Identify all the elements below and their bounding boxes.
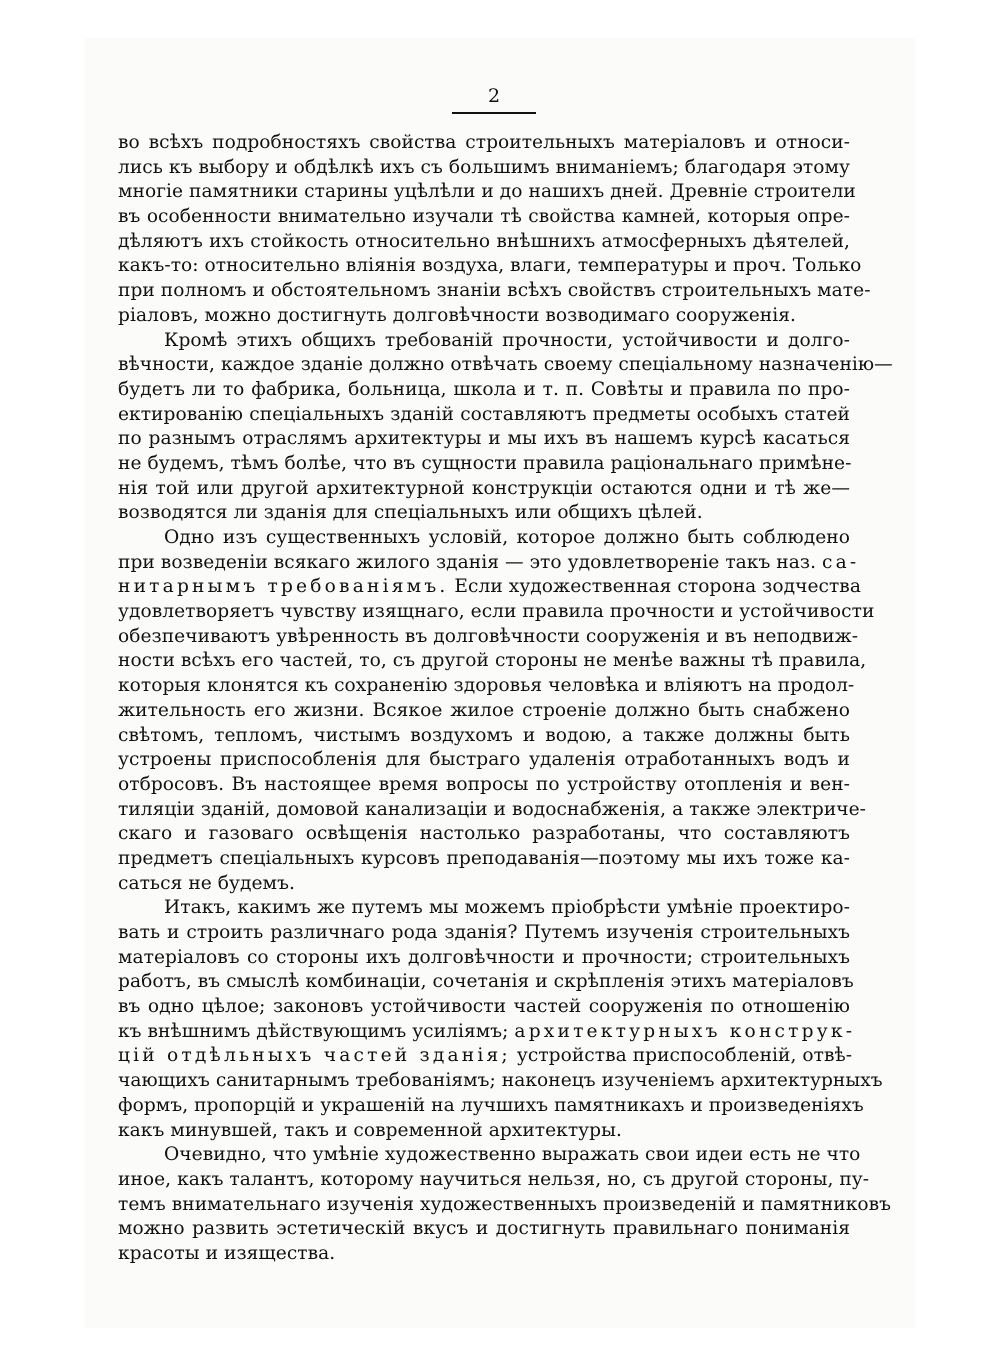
text-line: можно развить эстетическій вкусъ и достигнуть правильнаго пониманія bbox=[118, 1218, 850, 1240]
text-line: Итакъ, какимъ же путемъ мы можемъ пріобрѣсти умѣніе проектиро- bbox=[164, 897, 850, 919]
text-line: иное, какъ талантъ, которому научиться нельзя, но, съ другой стороны, пу- bbox=[118, 1168, 870, 1190]
text-line: во всѣхъ подробностяхъ свойства строительныхъ матеріаловъ и относи- bbox=[118, 132, 850, 153]
text-line: скаго и газоваго освѣщенія настолько разработаны, что составляютъ bbox=[118, 823, 850, 845]
page-header bbox=[452, 84, 536, 108]
text-line: ектированію спеціальныхъ зданій составляютъ предметы особыхъ статей bbox=[118, 403, 850, 425]
text-line: Кромѣ этихъ общихъ требованій прочности, устойчивости и долго- bbox=[164, 329, 850, 351]
spaced-emphasis: цій отдѣльныхъ частей зданія; bbox=[118, 1045, 511, 1067]
text-line: при полномъ и обстоятельномъ знаніи всѣхъ свойствъ строительныхъ мате- bbox=[118, 280, 871, 302]
spaced-emphasis: архитектурныхъ конструк- bbox=[514, 1020, 856, 1042]
text-line: тиляціи зданій, домовой канализаціи и водоснабженія, а также электриче- bbox=[118, 798, 867, 820]
text-line: нія той или другой архитектурной конструкціи остаются одни и тѣ же— bbox=[118, 477, 850, 499]
spaced-emphasis: са- bbox=[822, 551, 860, 573]
text-line bbox=[118, 1044, 853, 1069]
text-line: въ одно цѣлое; законовъ устойчивости частей сооруженія по отношенію bbox=[118, 996, 850, 1018]
text-line: устроены приспособленія для быстраго удаленія отработанныхъ водъ и bbox=[118, 749, 850, 771]
text-line: жительность его жизни. Всякое жилое строеніе должно быть снабжено bbox=[118, 699, 850, 721]
text-line: ности всѣхъ его частей, то, съ другой стороны не менѣе важны тѣ правила, bbox=[118, 650, 867, 672]
page-number-rule bbox=[452, 112, 536, 114]
text-line: ріаловъ, можно достигнуть долговѣчности возводимаго сооруженія. bbox=[118, 304, 796, 326]
body-text bbox=[118, 131, 893, 1267]
text-line: которыя клонятся къ сохраненію здоровья человѣка и вліяютъ на продол- bbox=[118, 675, 855, 697]
paragraph-2 bbox=[118, 329, 893, 527]
text-line bbox=[118, 551, 860, 576]
text-line: какъ-то: относительно вліянія воздуха, влаги, температуры и проч. Только bbox=[118, 255, 862, 277]
paragraph-4 bbox=[118, 896, 883, 1143]
text-line: формъ, пропорцій и украшеній на лучшихъ памятникахъ и произведеніяхъ bbox=[118, 1094, 864, 1116]
text-line bbox=[118, 1020, 856, 1045]
page-number: 2 bbox=[487, 85, 501, 107]
text-line: будетъ ли то фабрика, больница, школа и т. п. Совѣты и правила по про- bbox=[118, 378, 850, 400]
text-line: отбросовъ. Въ настоящее время вопросы по устройству отопленія и вен- bbox=[118, 773, 850, 795]
text-line: вѣчности, каждое зданіе должно отвѣчать своему спеціальному назначенію— bbox=[118, 354, 893, 376]
text-line: матеріаловъ со стороны ихъ долговѣчности и прочности; строительныхъ bbox=[118, 946, 850, 968]
text-line: работъ, въ смыслѣ комбинаціи, сочетанія и скрѣпленія этихъ матеріаловъ bbox=[118, 971, 854, 993]
text-line: не будемъ, тѣмъ болѣе, что въ сущности правила раціональнаго примѣне- bbox=[118, 452, 852, 474]
text-line: по разнымъ отраслямъ архитектуры и мы ихъ въ нашемъ курсѣ касаться bbox=[118, 428, 850, 450]
text-run: устройства приспособленій, отвѣ- bbox=[510, 1045, 853, 1067]
text-line: свѣтомъ, тепломъ, чистымъ воздухомъ и водою, а также должны быть bbox=[118, 724, 850, 746]
text-line: вать и строить различнаго рода зданія? Путемъ изученія строительныхъ bbox=[118, 922, 850, 943]
text-line: чающихъ санитарнымъ требованіямъ; наконецъ изученіемъ архитектурныхъ bbox=[118, 1070, 883, 1092]
text-line: дѣляютъ ихъ стойкость относительно внѣшнихъ атмосферныхъ дѣятелей, bbox=[118, 230, 850, 252]
text-line: лись къ выбору и обдѣлкѣ ихъ съ большимъ вниманіемъ; благодаря этому bbox=[118, 156, 850, 178]
text-line: удовлетворяетъ чувству изящнаго, если правила прочности и устойчивости bbox=[118, 601, 875, 623]
paragraph-3 bbox=[118, 526, 875, 896]
spaced-emphasis: нитарнымъ требованіямъ. bbox=[118, 576, 449, 598]
text-run: Если художественная сторона зодчества bbox=[448, 576, 861, 598]
text-run: къ внѣшнимъ дѣйствующимъ усиліямъ; bbox=[118, 1020, 515, 1042]
text-line: красоты и изящества. bbox=[118, 1242, 336, 1264]
text-line: предметъ спеціальныхъ курсовъ преподаванія—поэтому мы ихъ тоже ка- bbox=[118, 847, 850, 869]
text-line: какъ минувшей, такъ и современной архитектуры. bbox=[118, 1119, 622, 1141]
text-line: Одно изъ существенныхъ условій, которое должно быть соблюдено bbox=[164, 527, 850, 548]
paragraph-5 bbox=[118, 1143, 892, 1266]
text-line: обезпечиваютъ увѣренность въ долговѣчности сооруженія и въ неподвиж- bbox=[118, 625, 859, 647]
text-line: саться не будемъ. bbox=[118, 872, 295, 894]
text-run: при возведеніи всякаго жилого зданія — это удовлетвореніе такъ наз. bbox=[118, 551, 822, 573]
text-line: многіе памятники старины уцѣлѣли и до нашихъ дней. Древніе строители bbox=[118, 181, 856, 203]
text-line: въ особенности внимательно изучали тѣ свойства камней, которыя опре- bbox=[118, 206, 850, 228]
text-line: Очевидно, что умѣніе художественно выражать свои идеи есть не что bbox=[164, 1144, 861, 1166]
text-line: темъ внимательнаго изученія художественныхъ произведеній и памятниковъ bbox=[118, 1193, 892, 1215]
text-line bbox=[118, 575, 861, 600]
text-line: возводятся ли зданія для спеціальныхъ или общихъ цѣлей. bbox=[118, 502, 703, 524]
paragraph-1 bbox=[118, 131, 871, 329]
